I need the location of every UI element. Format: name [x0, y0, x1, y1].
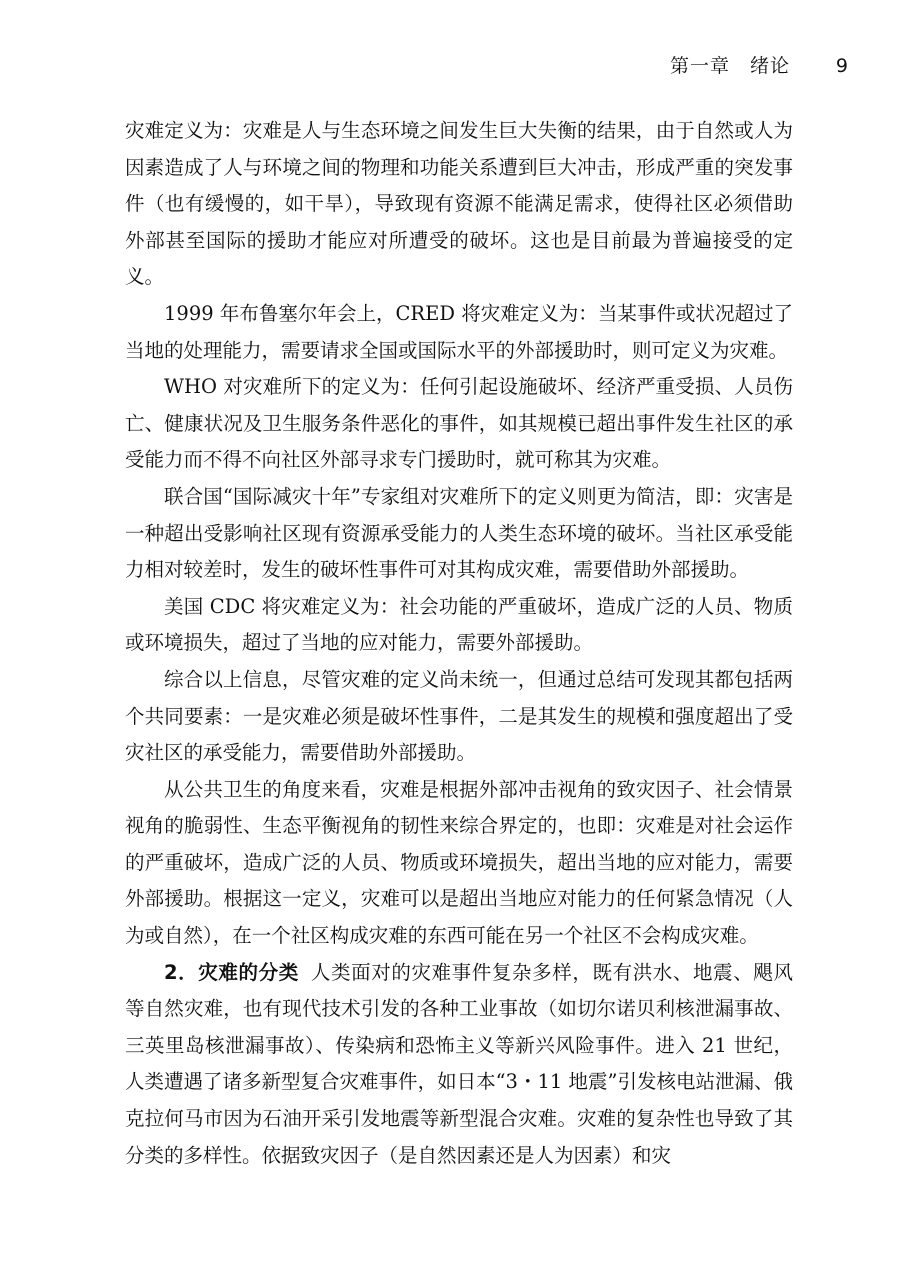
- paragraph-summary: 综合以上信息，尽管灾难的定义尚未统一，但通过总结可发现其都包括两个共同要素：一是灾难必须是破坏性事件，二是其发生的规模和强度超出了受灾社区的承受能力，需要借助外部援助。: [125, 667, 793, 765]
- page-header: [0, 52, 900, 84]
- paragraph-cdc-definition: 美国 CDC 将灾难定义为：社会功能的严重破坏，造成广泛的人员、物质或环境损失，超过了当地的应对能力，需要外部援助。: [125, 594, 793, 655]
- paragraph-disaster-classification: [125, 955, 793, 1175]
- paragraph-public-health-view: 从公共卫生的角度来看，灾难是根据外部冲击视角的致灾因子、社会情景视角的脆弱性、生态平衡视角的韧性来综合界定的，也即：灾难是对社会运作的严重破坏，造成广泛的人员、物质或环境损失，超出当地的应对能力，需要外部援助。根据这一定义，灾难可以是超出当地应对能力的任何紧急情况（人为或自然），在一个社区构成灾难的东西可能在另一个社区不会构成灾难。: [125, 777, 793, 948]
- paragraph-disaster-definition: 灾难定义为：灾难是人与生态环境之间发生巨大失衡的结果，由于自然或人为因素造成了人与环境之间的物理和功能关系遭到巨大冲击，形成严重的突发事件（也有缓慢的，如干旱），导致现有资源不能满足需求，使得社区必须借助外部甚至国际的援助才能应对所遭受的破坏。这也是目前最为普遍接受的定义。: [125, 119, 793, 289]
- running-header-chapter: 第一章 绪论: [669, 55, 790, 77]
- paragraph-cred-definition: 1999 年布鲁塞尔年会上，CRED 将灾难定义为：当某事件或状况超过了当地的处理能力，需要请求全国或国际水平的外部援助时，则可定义为灾难。: [125, 301, 793, 362]
- body-text: [125, 113, 793, 1174]
- section-heading: 2．灾难的分类: [164, 960, 299, 984]
- page-number: 9: [835, 55, 848, 77]
- section-text: 人类面对的灾难事件复杂多样，既有洪水、地震、飓风等自然灾难，也有现代技术引发的各种工业事故（如切尔诺贝利核泄漏事故、三英里岛核泄漏事故）、传染病和恐怖主义等新兴风险事件。进入 21 世纪，人类遭遇了诸多新型复合灾难事件，如日本“3・11 地震”引发核电站泄漏、俄克拉何马市因为石油开采引发地震等新型混合灾难。灾难的复杂性也导致了其分类的多样性。依据致灾因子（是自然因素还是人为因素）和灾: [125, 960, 793, 1167]
- paragraph-who-definition: WHO 对灾难所下的定义为：任何引起设施破坏、经济严重受损、人员伤亡、健康状况及卫生服务条件恶化的事件，如其规模已超出事件发生社区的承受能力而不得不向社区外部寻求专门援助时，就可称其为灾难。: [125, 375, 793, 472]
- paragraph-un-definition: 联合国“国际减灾十年”专家组对灾难所下的定义则更为简洁，即：灾害是一种超出受影响社区现有资源承受能力的人类生态环境的破坏。当社区承受能力相对较差时，发生的破坏性事件可对其构成灾难，需要借助外部援助。: [125, 484, 793, 582]
